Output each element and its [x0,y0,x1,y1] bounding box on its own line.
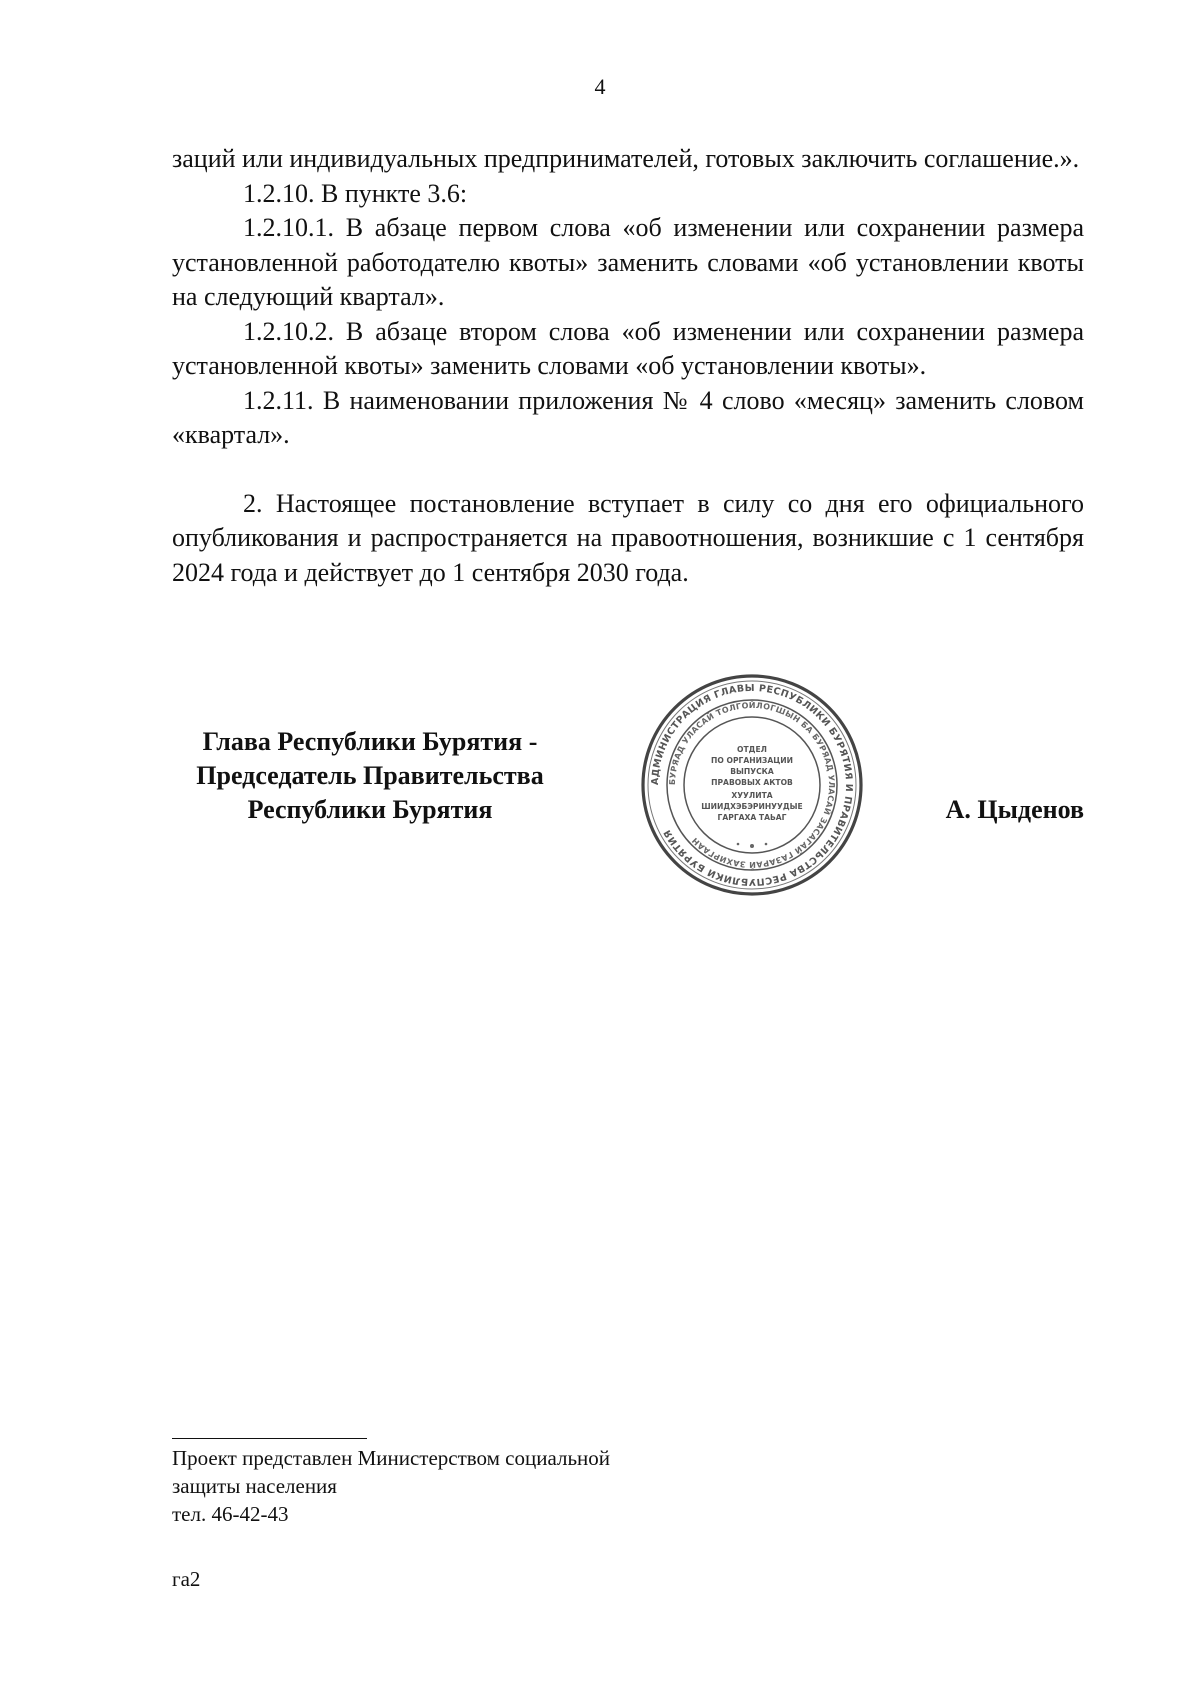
paragraph-1-2-11: 1.2.11. В наименовании приложения № 4 слово «месяц» заменить словом «квартал». [172,385,1084,449]
stamp-outer-text: АДМИНИСТРАЦИЯ ГЛАВЫ РЕСПУБЛИКИ БУРЯТИЯ И ПРАВИТЕЛЬСТВА РЕСПУБЛИКИ БУРЯТИЯ [649,682,855,888]
footnote-line: защиты населения [172,1474,337,1498]
stamp-inner-text: БУРЯАД УЛАСАЙ ТОЛГОЙЛОГШЫН БА БУРЯАД УЛАСАЙ ЗАСАГАЙ ГАЗАРАЙ ЗАХИРГААН [667,700,837,870]
footnote-divider [172,1438,367,1439]
document-code: га2 [172,1567,201,1591]
stamp-center-line: ОТДЕЛ [737,745,767,754]
stamp-center-line: ПРАВОВЫХ АКТОВ [711,778,793,787]
paragraph-2-effective-date: 2. Настоящее постановление вступает в силу со дня его официального опубликования и распространяется на правоотношения, возникшие с 1 сентября 2024 года и действует до 1 сентября 2030 года. [172,488,1084,587]
stamp-center-line: ГАРГАХА ТАЬАГ [717,813,787,822]
signatory-position-line: Республики Бурятия [247,795,493,824]
paragraph-1-2-10-1: 1.2.10.1. В абзаце первом слова «об изменении или сохранении размера установленной работодателю квоты» заменить словами «об установлении квоты на следующий квартал». [172,213,1084,311]
footnote-line: тел. 46-42-43 [172,1502,289,1526]
signatory-position-line: Глава Республики Бурятия - [202,727,538,756]
page-number: 4 [594,74,606,99]
stamp-center-line: ШИИДХЭБЭРИНУУДЫЕ [701,802,803,811]
footnote-line: Проект представлен Министерством социальной [172,1446,611,1470]
paragraph-1-2-10: 1.2.10. В пункте 3.6: [243,178,468,208]
stamp-center-line: ВЫПУСКА [730,767,774,776]
stamp-center-line: ПО ОРГАНИЗАЦИИ [711,756,793,765]
official-stamp-seal [637,670,867,900]
document-body [172,142,1084,590]
signatory-position [150,725,590,827]
signatory-name: А. Цыденов [945,795,1084,824]
paragraph-continuation: заций или индивидуальных предпринимателей, готовых заключить соглашение.». [172,144,1080,173]
footnote [172,1444,772,1528]
stamp-center-line: ХУУЛИТА [731,791,773,800]
signatory-position-line: Председатель Правительства [196,761,544,790]
paragraph-1-2-10-2: 1.2.10.2. В абзаце втором слова «об изменении или сохранении размера установленной квоты» заменить словами «об установлении квоты». [172,316,1084,380]
